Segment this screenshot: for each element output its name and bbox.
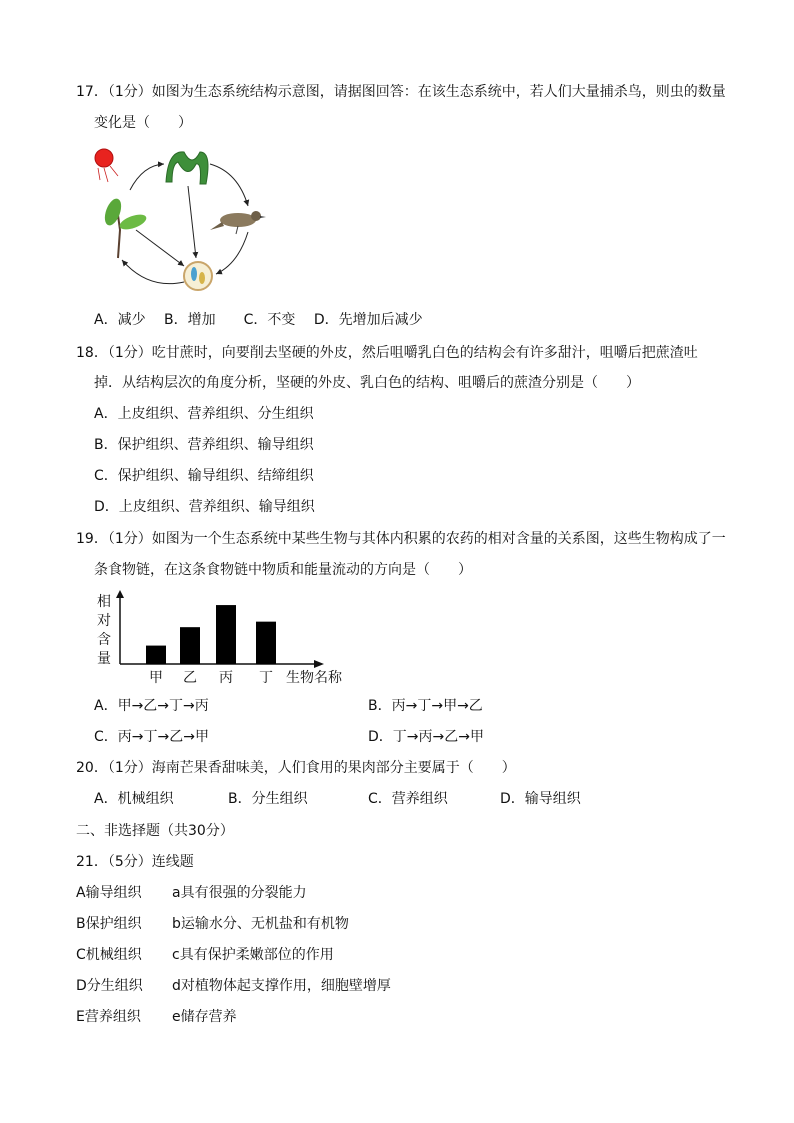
x-tick-label: 甲 [149, 670, 163, 686]
y-axis-label-char: 相 [97, 594, 111, 610]
q18-line1: 18．（1分）吃甘蔗时，向要削去坚硬的外皮，然后咀嚼乳白色的结构会有许多甜汁，咀嚼后把蔗渣吐 [76, 345, 698, 361]
x-axis-label: 生物名称 [286, 670, 342, 686]
q21-left-item: D分生组织 [76, 978, 143, 994]
q19-option-a: A．甲→乙→丁→丙 [94, 698, 209, 714]
plant-icon [102, 196, 149, 258]
q20-line1: 20．（1分）海南芒果香甜味美，人们食用的果肉部分主要属于（ ） [76, 760, 516, 776]
section-heading: 二、非选择题（共30分） [76, 823, 234, 839]
bird-icon [210, 211, 266, 234]
q19-option-d: D．丁→丙→乙→甲 [368, 729, 484, 745]
q19-option-b: B．丙→丁→甲→乙 [368, 698, 483, 714]
q20-option-c: C．营养组织 [368, 791, 448, 807]
q21-right-item: c具有保护柔嫩部位的作用 [172, 947, 334, 963]
x-tick-label: 乙 [183, 670, 197, 686]
decomposer-icon [184, 262, 212, 290]
q18-option-c: C．保护组织、输导组织、结缔组织 [94, 468, 314, 484]
q20-option-b: B．分生组织 [228, 791, 308, 807]
q17-line2: 变化是（ ） [94, 115, 192, 131]
y-axis-arrow [116, 590, 124, 598]
x-axis-arrow [314, 660, 324, 668]
q21-right-item: a具有很强的分裂能力 [172, 885, 307, 901]
bar [146, 646, 166, 664]
q18-option-d: D．上皮组织、营养组织、输导组织 [94, 499, 315, 515]
q18-line2: 掉．从结构层次的角度分析，坚硬的外皮、乳白色的结构、咀嚼后的蔗渣分别是（ ） [94, 375, 640, 391]
bar [216, 605, 236, 664]
q21-left-item: C机械组织 [76, 947, 142, 963]
q17-line1: 17．（1分）如图为生态系统结构示意图，请据图回答：在该生态系统中，若人们大量捕杀鸟，则虫的数量 [76, 84, 726, 100]
q18-option-a: A．上皮组织、营养组织、分生组织 [94, 406, 314, 422]
bar [256, 622, 276, 664]
caterpillar-icon [166, 152, 208, 184]
q20-option-d: D．输导组织 [500, 791, 581, 807]
q17-options: A．减少 B．增加 C．不变 D．先增加后减少 [94, 312, 423, 328]
q20-option-a: A．机械组织 [94, 791, 174, 807]
q21-left-item: E营养组织 [76, 1009, 141, 1025]
sun-icon [95, 149, 118, 182]
q19-option-c: C．丙→丁→乙→甲 [94, 729, 209, 745]
q21-title: 21．（5分）连线题 [76, 854, 194, 870]
q19-line1: 19．（1分）如图为一个生态系统中某些生物与其体内积累的农药的相对含量的关系图，这些生物构成了一 [76, 531, 726, 547]
q21-left-item: B保护组织 [76, 916, 142, 932]
pesticide-bar-chart [90, 588, 350, 688]
q18-option-b: B．保护组织、营养组织、输导组织 [94, 437, 314, 453]
x-tick-label: 丁 [259, 670, 273, 686]
q21-right-item: e储存营养 [172, 1009, 237, 1025]
x-tick-label: 丙 [219, 670, 233, 686]
bar [180, 627, 200, 664]
q21-right-item: b运输水分、无机盐和有机物 [172, 916, 349, 932]
y-axis-label-char: 量 [97, 651, 111, 667]
q19-line2: 条食物链，在这条食物链中物质和能量流动的方向是（ ） [94, 562, 472, 578]
q21-right-item: d对植物体起支撑作用，细胞壁增厚 [172, 978, 391, 994]
q21-left-item: A输导组织 [76, 885, 142, 901]
y-axis-label-char: 对 [97, 613, 111, 629]
ecosystem-diagram [88, 140, 278, 300]
y-axis-label-char: 含 [97, 632, 111, 648]
